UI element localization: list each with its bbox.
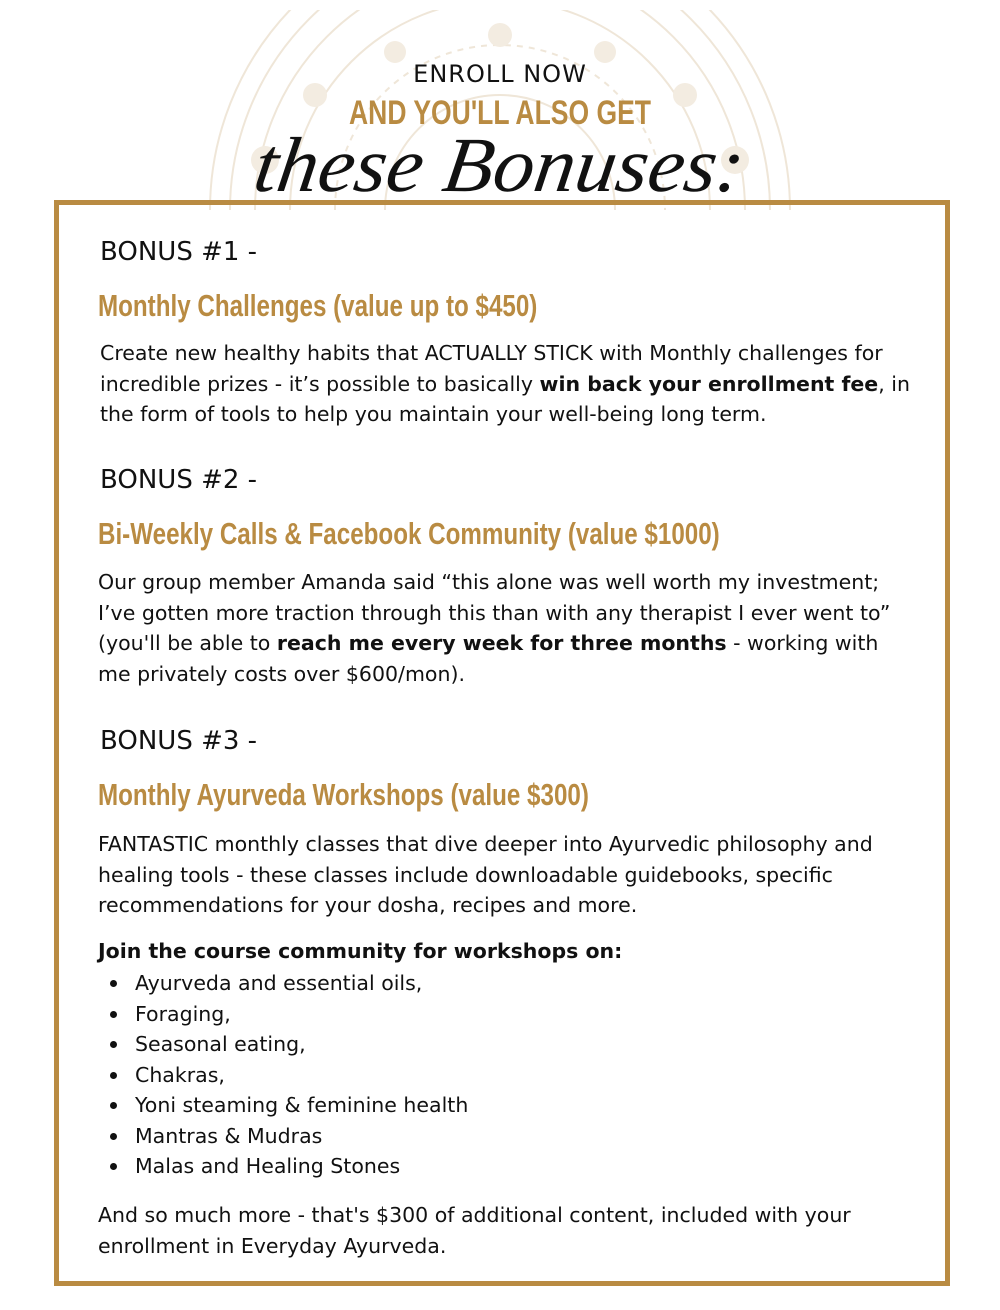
list-item: Seasonal eating,: [98, 1029, 468, 1060]
bonuses-script-title: these Bonuses:: [249, 121, 751, 208]
bonus-1-highlight: win back your enrollment fee: [539, 371, 879, 396]
bonus-3-title: Monthly Ayurveda Workshops (value $300): [98, 777, 589, 812]
bullet-icon: [110, 1163, 117, 1170]
bonus-1-label: BONUS #1 -: [100, 237, 258, 267]
bullet-icon: [110, 1102, 117, 1109]
bullet-icon: [110, 1133, 117, 1140]
bonus-3-label: BONUS #3 -: [100, 726, 258, 756]
bonus-1-title: Monthly Challenges (value up to $450): [98, 288, 538, 323]
bonus-2-highlight: reach me every week for three months: [276, 631, 727, 655]
list-item: Malas and Healing Stones: [98, 1151, 468, 1182]
bonus-1-description: Create new healthy habits that ACTUALLY STICK with Monthly challenges for incredible prizes - it’s possible to basically win back your enrollment fee, in the form of tools to help you maintain your well-being long term.: [100, 341, 910, 426]
enroll-now-heading: ENROLL NOW: [413, 60, 587, 88]
list-item: Foraging,: [98, 999, 468, 1030]
bonus-3-description: FANTASTIC monthly classes that dive deeper into Ayurvedic philosophy and healing tools - these classes include downloadable guidebooks, specific recommendations for your dosha, recipes and more.: [98, 832, 873, 917]
list-item: Chakras,: [98, 1060, 468, 1091]
bullet-icon: [110, 980, 117, 987]
also-get-heading: AND YOU'LL ALSO GET: [349, 94, 651, 132]
bullet-icon: [110, 1011, 117, 1018]
workshops-heading: Join the course community for workshops on:: [98, 939, 623, 963]
bullet-icon: [110, 1072, 117, 1079]
list-item: Yoni steaming & feminine health: [98, 1090, 468, 1121]
bullet-icon: [110, 1041, 117, 1048]
bonus-2-description: Our group member Amanda said “this alone was well worth my investment; I’ve gotten more traction through this than with any therapist I ever went to” (you'll be able to reach me every week for three months - working with me privately costs over $600/mon).: [98, 570, 891, 686]
workshop-list: [98, 968, 468, 1182]
bonus-2-label: BONUS #2 -: [100, 465, 258, 495]
list-item: Mantras & Mudras: [98, 1121, 468, 1152]
list-item: Ayurveda and essential oils,: [98, 968, 468, 999]
closing-paragraph: And so much more - that's $300 of additional content, included with your enrollment in Everyday Ayurveda.: [98, 1203, 851, 1258]
bonus-2-title: Bi-Weekly Calls & Facebook Community (value $1000): [98, 516, 720, 551]
